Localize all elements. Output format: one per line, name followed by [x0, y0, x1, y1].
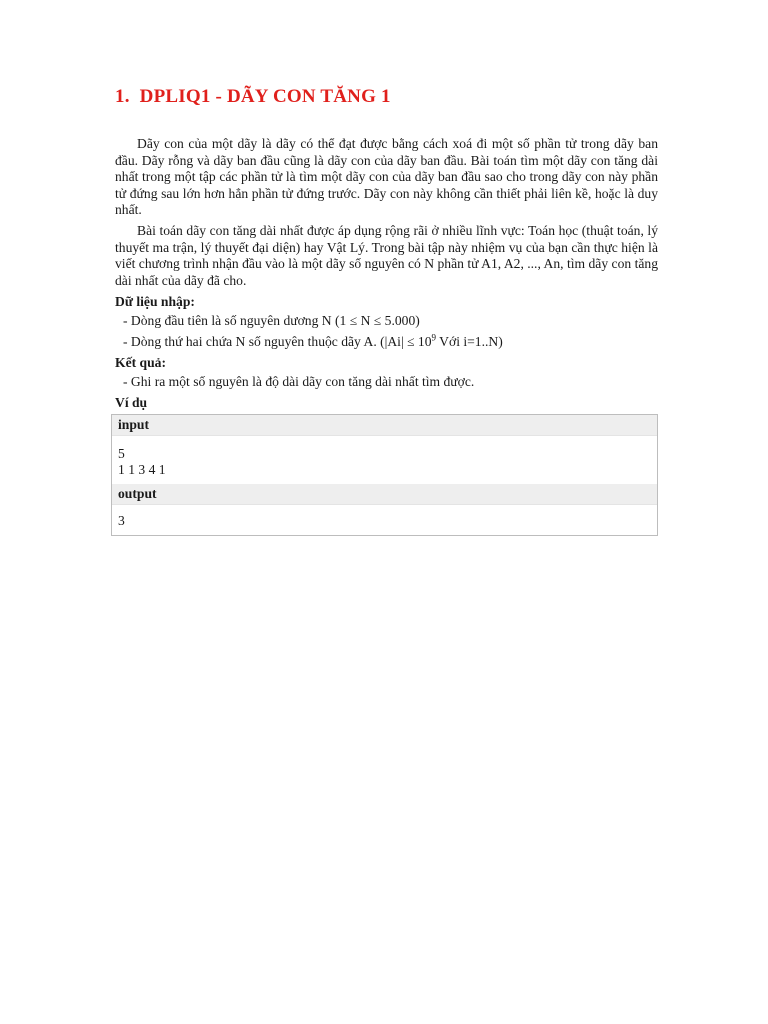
example-box	[111, 414, 658, 536]
problem-number: 1.	[115, 86, 130, 107]
example-output-label: output	[112, 484, 657, 505]
example-input-value: 5 1 1 3 4 1	[118, 446, 166, 478]
example-input-label: input	[112, 415, 657, 436]
task-paragraph: Bài toán dãy con tăng dài nhất được áp dụng rộng rãi ở nhiều lĩnh vực: Toán học (thuật toán, lý thuyết ma trận, lý thuyết đại diện) hay Vật Lý. Trong bài tập này nhiệm vụ của bạn cần thực hiện là viết chương trình nhận đầu vào là một dãy số nguyên có N phần tử A1, A2, ..., An, tìm dãy con tăng dài nhất của dãy đã cho.	[115, 222, 658, 288]
input-line-1: - Dòng đầu tiên là số nguyên dương N (1 ≤ N ≤ 5.000)	[123, 313, 420, 329]
output-line-1: - Ghi ra một số nguyên là độ dài dãy con tăng dài nhất tìm được.	[123, 374, 475, 390]
problem-title	[115, 86, 658, 108]
input-section-heading: Dữ liệu nhập:	[115, 294, 195, 310]
input-line-2	[123, 334, 658, 350]
problem-title-text: DPLIQ1 - DÃY CON TĂNG 1	[139, 86, 391, 107]
input-line-2-prefix: - Dòng thứ hai chứa N số nguyên thuộc dãy A. (|Ai| ≤ 10	[123, 334, 432, 350]
problem-page	[115, 86, 658, 536]
example-output-value: 3	[118, 513, 125, 529]
input-line-2-exponent: 9	[431, 332, 437, 343]
output-section-heading: Kết quả:	[115, 355, 166, 371]
input-line-2-suffix: Với i=1..N)	[436, 334, 503, 350]
example-heading: Ví dụ	[115, 395, 148, 411]
intro-paragraph: Dãy con của một dãy là dãy có thể đạt được bằng cách xoá đi một số phần tử trong dãy ban đầu. Dãy rỗng và dãy ban đầu cũng là dãy con của dãy ban đầu. Bài toán tìm một dãy con tăng dài nhất trong một tập các phần tử là tìm một dãy con của dãy ban đầu sao cho trong dãy con này phần tử đứng sau lớn hơn hẳn phần tử đứng trước. Dãy con này không cần thiết phải liên kề, hoặc là duy nhất.	[115, 136, 658, 218]
